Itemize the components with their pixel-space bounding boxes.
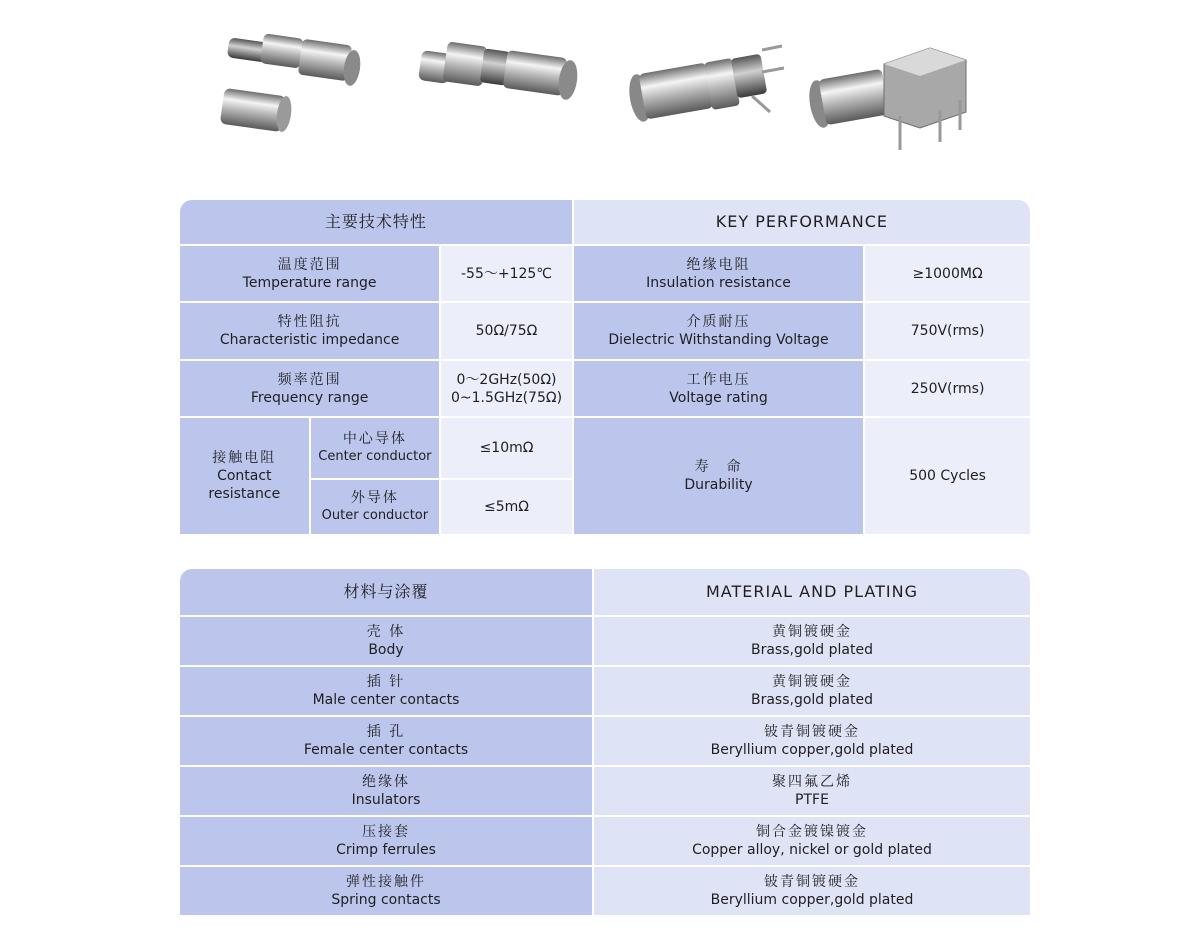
pcb-jack-connector-icon [626, 46, 784, 123]
durability-label: 寿 命 Durability [574, 418, 863, 534]
characteristic-impedance-label: 特性阻抗 Characteristic impedance [180, 303, 439, 359]
temperature-range-label: 温度范围 Temperature range [180, 246, 439, 301]
product-photos [0, 0, 1200, 170]
voltage-rating-value: 250V(rms) [865, 361, 1030, 416]
frequency-range-value: 0～2GHz(50Ω) 0~1.5GHz(75Ω) [441, 361, 572, 416]
voltage-rating-label: 工作电压 Voltage rating [574, 361, 863, 416]
center-conductor-label: 中心导体 Center conductor [311, 418, 440, 478]
dielectric-voltage-value: 750V(rms) [865, 303, 1030, 359]
insulation-resistance-label: 绝缘电阻 Insulation resistance [574, 246, 863, 301]
material-row-value: 铍青铜镀硬金 Beryllium copper,gold plated [594, 867, 1030, 915]
material-row-label: 壳 体 Body [180, 617, 592, 665]
performance-header-zh: 主要技术特性 [180, 200, 572, 244]
right-angle-pcb-jack-connector-icon [806, 48, 966, 150]
material-row-label: 绝缘体 Insulators [180, 767, 592, 815]
dielectric-voltage-label: 介质耐压 Dielectric Withstanding Voltage [574, 303, 863, 359]
material-row-label: 弹性接触件 Spring contacts [180, 867, 592, 915]
material-row-value: 铜合金镀镍镀金 Copper alloy, nickel or gold plated [594, 817, 1030, 865]
outer-conductor-label: 外导体 Outer conductor [311, 480, 440, 534]
key-performance-table [178, 198, 1032, 536]
material-row-value: 聚四氟乙烯 PTFE [594, 767, 1030, 815]
material-plating-table [178, 567, 1032, 917]
straight-plug-connector-icon [418, 41, 580, 101]
material-row-label: 插 孔 Female center contacts [180, 717, 592, 765]
material-header-zh: 材料与涂覆 [180, 569, 592, 615]
performance-header-en: KEY PERFORMANCE [574, 200, 1030, 244]
outer-conductor-value: ≤5mΩ [441, 480, 572, 534]
material-row-value: 黄铜镀硬金 Brass,gold plated [594, 667, 1030, 715]
frequency-range-label: 频率范围 Frequency range [180, 361, 439, 416]
contact-resistance-label: 接触电阻 Contact resistance [180, 418, 309, 534]
durability-value: 500 Cycles [865, 418, 1030, 534]
center-conductor-value: ≤10mΩ [441, 418, 572, 478]
material-row-value: 黄铜镀硬金 Brass,gold plated [594, 617, 1030, 665]
material-row-label: 插 针 Male center contacts [180, 667, 592, 715]
material-header-en: MATERIAL AND PLATING [594, 569, 1030, 615]
insulation-resistance-value: ≥1000MΩ [865, 246, 1030, 301]
crimp-plug-connector-icon [220, 33, 363, 132]
material-row-label: 压接套 Crimp ferrules [180, 817, 592, 865]
characteristic-impedance-value: 50Ω/75Ω [441, 303, 572, 359]
material-row-value: 铍青铜镀硬金 Beryllium copper,gold plated [594, 717, 1030, 765]
temperature-range-value: -55～+125℃ [441, 246, 572, 301]
